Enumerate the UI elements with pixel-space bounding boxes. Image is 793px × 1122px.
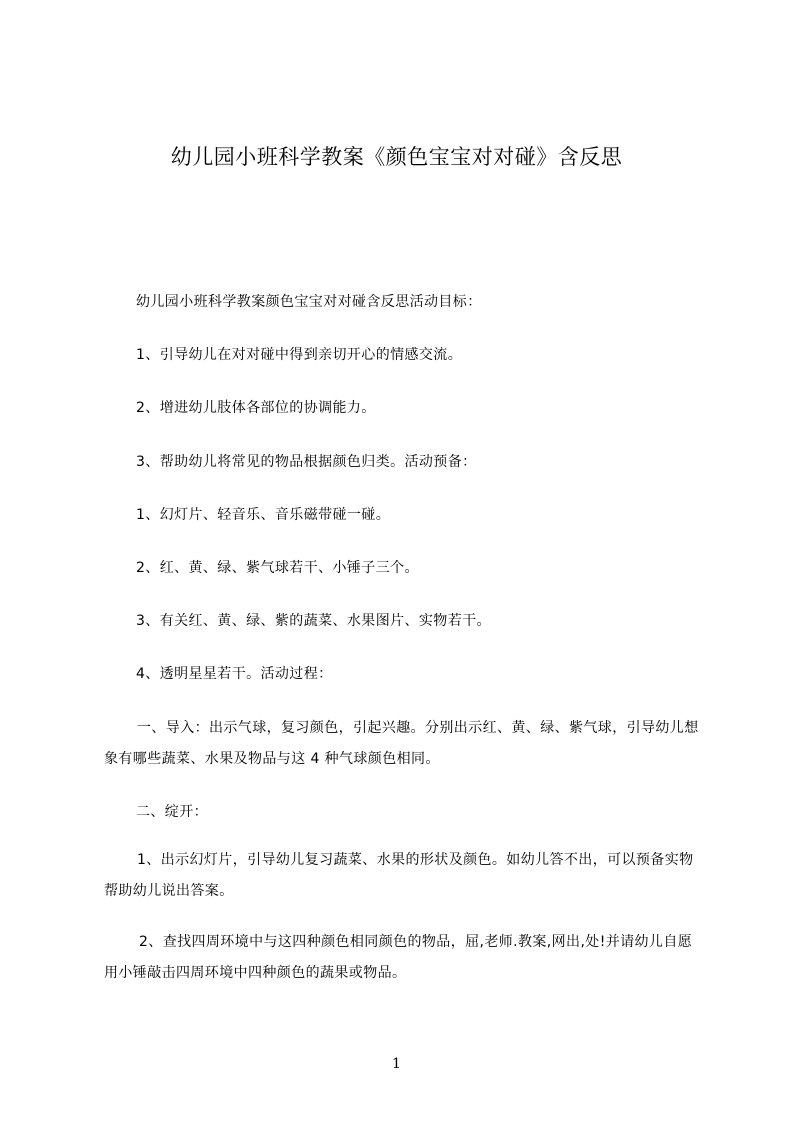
paragraph-objectives-heading: 幼儿园小班科学教案颜色宝宝对对碰含反思活动目标： (136, 294, 482, 310)
paragraph-objective-3: 3、帮助幼儿将常见的物品根据颜色归类。活动预备： (136, 454, 477, 470)
paragraph-prep-4: 4、透明星星若干。活动过程： (136, 666, 333, 682)
paragraph-prep-1: 1、幻灯片、轻音乐、音乐磁带碰一碰。 (136, 507, 391, 523)
paragraph-process-expand: 二、绽开： (136, 804, 208, 820)
paragraph-objective-2: 2、增进幼儿肢体各部位的协调能力。 (136, 400, 376, 416)
paragraph-process-intro: 一、导入：出示气球，复习颜色，引起兴趣。分别出示红、黄、绿、紫气球，引导幼儿想象有哪些蔬菜、水果及物品与这 4 种气球颜色相同。 (104, 720, 699, 767)
paragraph-objective-1: 1、引导幼儿在对对碰中得到亲切开心的情感交流。 (136, 347, 463, 363)
paragraph-prep-2: 2、红、黄、绿、紫气球若干、小锤子三个。 (136, 560, 419, 576)
paragraph-prep-3: 3、有关红、黄、绿、紫的蔬菜、水果图片、实物若干。 (136, 613, 491, 629)
document-title: 幼儿园小班科学教案《颜色宝宝对对碰》含反思 (170, 145, 623, 169)
page-number: 1 (392, 1056, 401, 1072)
paragraph-process-step-2: 2、查找四周环境中与这四种颜色相同颜色的物品，屈,老师.教案,网出,处!并请幼儿自愿用小锤敲击四周环境中四种颜色的蔬果或物品。 (104, 934, 693, 981)
paragraph-process-step-1: 1、出示幻灯片，引导幼儿复习蔬菜、水果的形状及颜色。如幼儿答不出，可以预备实物帮助幼儿说出答案。 (104, 852, 694, 899)
